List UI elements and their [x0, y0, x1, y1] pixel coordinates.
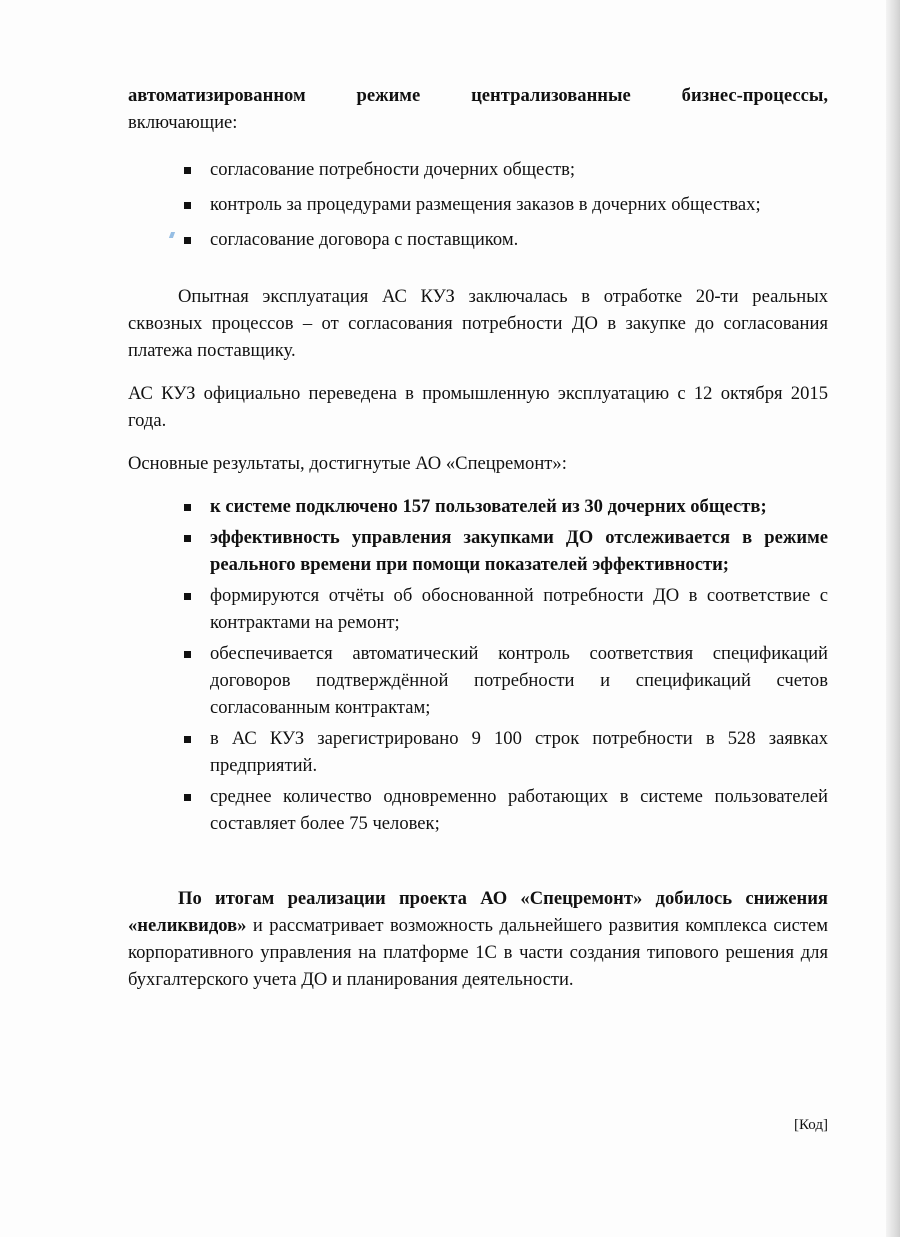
pilot-paragraph: Опытная эксплуатация АС КУЗ заключалась в отработке 20-ти реальных сквозных процессов – от согласования потребности ДО в закупке до согласования платежа поставщику. — [128, 286, 828, 361]
list-item-text: контроль за процедурами размещения заказов в дочерних обществах; — [210, 194, 761, 215]
list-item — [128, 582, 828, 636]
intro-word: автоматизированном — [128, 85, 306, 106]
list-item-text: к системе подключено 157 пользователей из 30 дочерних обществ; — [210, 496, 767, 517]
bullet-icon — [184, 651, 191, 658]
footer-code: [Код] — [794, 1117, 828, 1133]
list-item-text: согласование договора с поставщиком. — [210, 229, 519, 250]
list-item-text: обеспечивается автоматический контроль соответствия спецификаций договоров подтверждённой потребности и спецификаций счетов согласованным контрактам; — [210, 643, 828, 718]
bullet-icon — [184, 794, 191, 801]
conclusion-paragraph — [128, 885, 828, 993]
production-paragraph: АС КУЗ официально переведена в промышленную эксплуатацию с 12 октября 2015 года. — [128, 383, 828, 431]
list-item — [128, 226, 828, 253]
results-intro: Основные результаты, достигнутые АО «Спецремонт»: — [128, 453, 567, 474]
scan-edge-shadow — [886, 0, 900, 1237]
conclusion-bold: По итогам реализации проекта АО «Спецремонт» добилось снижения «неликвидов» — [128, 888, 828, 936]
bullet-icon — [184, 167, 191, 174]
bullet-icon — [184, 593, 191, 600]
results-list — [128, 493, 828, 837]
intro-line1 — [128, 82, 828, 109]
bullet-icon — [184, 535, 191, 542]
bullet-icon — [184, 504, 191, 511]
list-item — [128, 640, 828, 721]
list-item — [128, 725, 828, 779]
intro-word: бизнес-процессы, — [681, 85, 828, 106]
list-item-text: в АС КУЗ зарегистрировано 9 100 строк потребности в 528 заявках предприятий. — [210, 728, 828, 776]
list-item — [128, 524, 828, 578]
list-item-text: согласование потребности дочерних обществ; — [210, 159, 576, 180]
list-item-text: среднее количество одновременно работающих в системе пользователей составляет более 75 человек; — [210, 786, 828, 834]
intro-word: централизованные — [471, 85, 631, 106]
intro-line2: включающие: — [128, 112, 238, 133]
bullet-icon — [184, 237, 191, 244]
intro-word: режиме — [356, 85, 421, 106]
conclusion-rest: и рассматривает возможность дальнейшего развития комплекса систем корпоративного управления на платформе 1С в части создания типового решения для бухгалтерского учета ДО и планирования деятельности. — [128, 915, 828, 990]
process-list — [128, 156, 828, 253]
list-item-text: эффективность управления закупками ДО отслеживается в режиме реального времени при помощи показателей эффективности; — [210, 527, 828, 575]
list-item — [128, 783, 828, 837]
list-item — [128, 156, 828, 183]
document-body — [128, 82, 828, 993]
list-item — [128, 191, 828, 218]
bullet-icon — [184, 202, 191, 209]
list-item-text: формируются отчёты об обоснованной потребности ДО в соответствие с контрактами на ремонт; — [210, 585, 828, 633]
bullet-icon — [184, 736, 191, 743]
list-item — [128, 493, 828, 520]
